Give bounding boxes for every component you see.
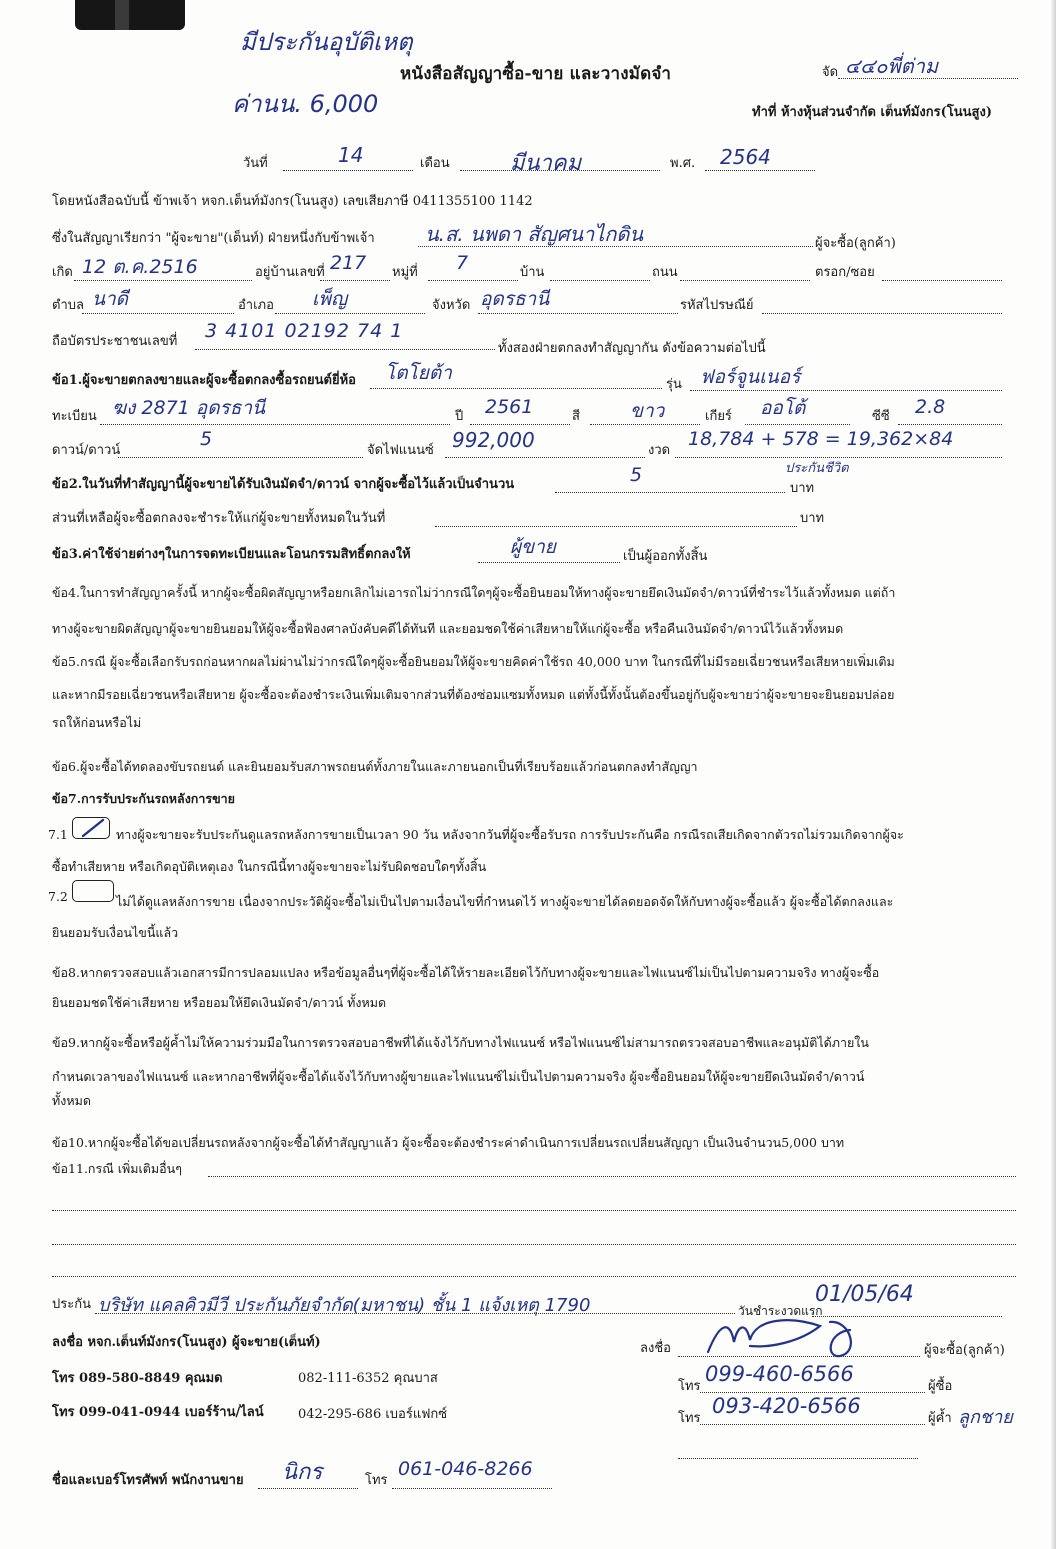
made-at: ทำที่ ห้างหุ้นส่วนจำกัด เต็นท์มังกร(โนนสูง)	[752, 105, 992, 120]
district-value: เพ็ญ	[312, 288, 348, 310]
id-suffix: ทั้งสองฝ่ายตกลงทำสัญญากัน ดังข้อความต่อไปนี้	[498, 341, 766, 356]
car-year-value: 2561	[485, 396, 534, 418]
handwritten-note-accident-insurance: มีประกันอุบัติเหตุ	[240, 28, 413, 56]
buyer-tel-suffix: ผู้ซื้อ	[928, 1379, 953, 1394]
buyer-name: น.ส. นพดา สัญศนาไกดิน	[425, 222, 644, 246]
due-value: 01/05/64	[815, 1282, 914, 1307]
party-label: ซึ่งในสัญญาเรียกว่า "ผู้จะขาย"(เต็นท์) ฝ่ายหนึ่งกับข้าพเจ้า	[52, 231, 375, 246]
id-value: 3 4101 02192 74 1	[205, 320, 404, 342]
id-line	[195, 349, 495, 350]
color-value: ขาว	[630, 400, 665, 422]
remaining-label: ส่วนที่เหลือผู้จะซื้อตกลงจะชำระให้แก่ผู้จะขายทั้งหมดในวันที่	[52, 511, 386, 526]
clause71-line2: ซื้อทำเสียหาย หรือเกิดอุบัติเหตุเอง ในกรณีนี้ทางผู้จะขายจะไม่รับผิดชอบใดๆทั้งสิ้น	[52, 859, 487, 874]
road-label: ถนน	[652, 265, 678, 280]
soi-label: ตรอก/ซอย	[815, 265, 875, 280]
house-label: อยู่บ้านเลขที่	[255, 265, 325, 280]
clause9-line3: ทั้งหมด	[52, 1093, 91, 1108]
insurer-label: ประกัน	[52, 1297, 91, 1312]
installment-value: 18,784 + 578 = 19,362×84	[688, 428, 954, 450]
province-line	[478, 313, 678, 314]
house-value: 217	[330, 252, 367, 274]
due-label: วันชำระงวดแรก	[738, 1304, 823, 1318]
clause8-line1: ข้อ8.หากตรวจสอบแล้วเอกสารมีการปลอมแปลง หรือข้อมูลอื่นๆที่ผู้จะซื้อได้ให้รายละเอียดไว้กับทางผู้จะขายและไฟแนนซ์ไม่เป็นไปตามความจริง ทางผู้จะซื้อ	[52, 965, 880, 980]
plate-label: ทะเบียน	[52, 409, 97, 424]
clause6: ข้อ6.ผู้จะซื้อได้ทดลองขับรถยนต์ และยินยอมรับสภาพรถยนต์ทั้งภายในและภายนอกเป็นที่เรียบร้อยแล้วก่อนตกลงทำสัญญา	[52, 759, 698, 774]
year-value: 2564	[720, 145, 771, 169]
clause11-line2	[52, 1210, 1016, 1211]
clause11-label: ข้อ11.กรณี เพิ่มเติมอื่นๆ	[52, 1161, 182, 1176]
cc-value: 2.8	[915, 396, 946, 418]
buyer-sign-suffix: ผู้จะซื้อ(ลูกค้า)	[924, 1343, 1005, 1358]
district-label: อำเภอ	[238, 298, 274, 313]
moo-label: หมู่ที่	[392, 265, 418, 280]
clause71-line1: ทางผู้จะขายจะรับประกันดูแลรถหลังการขายเป็นเวลา 90 วัน หลังจากวันที่ผู้จะซื้อรับรถ การรับประกันคือ กรณีรถเสียเกิดจากตัวรถไม่รวมเกิดจากผู้จะ	[116, 827, 904, 842]
finance-line	[445, 457, 645, 458]
car-year-line	[470, 424, 570, 425]
checkmark-icon	[73, 818, 109, 838]
gear-label: เกียร์	[705, 409, 732, 424]
id-label: ถือบัตรประชาชนเลขที่	[52, 334, 178, 349]
down-label: ดาวน์/ดาวน์	[52, 443, 121, 458]
car-year-label: ปี	[455, 409, 464, 424]
place-line	[838, 78, 1018, 79]
clause72-number: 7.2	[48, 889, 68, 904]
clause7-heading: ข้อ7.การรับประกันรถหลังการขาย	[52, 791, 236, 806]
clause71-checkbox[interactable]	[72, 817, 110, 839]
clause3-line	[478, 562, 620, 563]
province-value: อุดรธานี	[480, 288, 550, 310]
installment-label: งวด	[648, 443, 671, 458]
clause5-line1: ข้อ5.กรณี ผู้จะซื้อเลือกรับรถก่อนหากผลไม่ผ่านไม่ว่ากรณีใดๆผู้จะซื้อยินยอมให้ผู้จะขายคิดค่าใช้รถ 40,000 บาท ในกรณีที่ไม่มีรอยเฉี่ยวชนหรือเสียหายเพิ่มเติม	[52, 654, 895, 669]
born-label: เกิด	[52, 265, 73, 280]
model-value: ฟอร์จูนเนอร์	[700, 366, 801, 388]
tel-1: โทร 089-580-8849 คุณมด	[52, 1371, 223, 1386]
color-line	[590, 424, 700, 425]
insurer-line	[95, 1313, 735, 1314]
clause5-line3: รถให้ก่อนหรือไม่	[52, 715, 142, 730]
staff-name: นิกร	[282, 1460, 323, 1485]
clause71-number: 7.1	[48, 827, 68, 842]
handwritten-note-cost: ค่านน. 6,000	[232, 90, 379, 118]
staff-tel-value: 061-046-8266	[398, 1458, 533, 1480]
village-label: บ้าน	[520, 265, 545, 280]
postal-label: รหัสไปรษณีย์	[680, 298, 754, 313]
guarantor-tel-line	[700, 1424, 925, 1425]
clause4-line1: ข้อ4.ในการทำสัญญาครั้งนี้ หากผู้จะซื้อผิดสัญญาหรือยกเลิกไม่เอารถไม่ว่ากรณีใดๆผู้จะซื้อยินยอมให้ทางผู้จะขายยึดเงินมัดจำ/ดาวน์ที่ชำระไว้แล้วทั้งหมด แต่ถ้า	[52, 585, 896, 600]
buyer-tel-value: 099-460-6566	[705, 1362, 854, 1386]
moo-line	[428, 280, 518, 281]
tel-4: 042-295-686 เบอร์แฟกซ์	[298, 1407, 448, 1422]
remaining-unit: บาท	[800, 511, 825, 526]
soi-line	[882, 280, 1002, 281]
guarantor-note: ลูกชาย	[958, 1407, 1013, 1428]
insurance-note: ประกันชีวิต	[785, 461, 849, 476]
staff-label: ชื่อและเบอร์โทรศัพท์ พนักงานขาย	[52, 1473, 244, 1488]
clause3-label: ข้อ3.ค่าใช้จ่ายต่างๆในการจดทะเบียนและโอนกรรมสิทธิ์ตกลงให้	[52, 547, 411, 562]
guarantor-tel-suffix: ผู้ค้ำ	[928, 1411, 952, 1426]
year-line	[705, 170, 815, 171]
clause5-line2: และหากมีรอยเฉี่ยวชนหรือเสียหาย ผู้จะซื้อจะต้องชำระเงินเพิ่มเติมจากส่วนที่ต้องซ่อมแซมทั้งหมด แต่ทั้งนี้ทั้งนั้นต้องขึ้นอยู่กับผู้จะขายว่าผู้จะขายจะยินยอมปล่อย	[52, 687, 895, 702]
moo-value: 7	[456, 252, 469, 274]
clause2-label: ข้อ2.ในวันที่ทำสัญญานี้ผู้จะขายได้รับเงินมัดจำ/ดาวน์ จากผู้จะซื้อไว้แล้วเป็นจำนวน	[52, 477, 515, 492]
clause72-line1: ไม่ได้ดูแลหลังการขาย เนื่องจากประวัติผู้จะซื้อไม่เป็นไปตามเงื่อนไขที่กำหนดไว้ ทางผู้จะขายได้ลดยอดจัดให้กับทางผู้จะซื้อแล้ว ผู้จะซื้อได้ตกลงและ	[116, 894, 894, 909]
page-edge-shadow	[1050, 0, 1056, 1549]
buyer-sign-label: ลงชื่อ	[640, 1341, 671, 1356]
year-label: พ.ศ.	[670, 156, 696, 171]
buyer-signature-scribble	[700, 1312, 870, 1362]
color-label: สี	[572, 409, 580, 424]
tel-2: 082-111-6352 คุณบาส	[298, 1371, 438, 1386]
clause8-line2: ยินยอมชดใช้ค่าเสียหาย หรือยอมให้ยึดเงินมัดจำ/ดาวน์ ทั้งหมด	[52, 995, 387, 1010]
clause10: ข้อ10.หากผู้จะซื้อได้ขอเปลี่ยนรถหลังจากผู้จะซื้อได้ทำสัญญาแล้ว ผู้จะซื้อจะต้องชำระค่าดำเนินการเปลี่ยนรถเปลี่ยนสัญญา เป็นเงินจำนวน5,000 บาท	[52, 1135, 845, 1150]
remaining-line	[435, 526, 797, 527]
insurer-value: บริษัท แคลคิวมีวี ประกันภัยจำกัด(มหาชน) ชั้น 1 แจ้งเหตุ 1790	[98, 1295, 591, 1316]
province-label: จังหวัด	[432, 298, 471, 313]
cc-label: ซีซี	[872, 409, 890, 424]
clause72-checkbox[interactable]	[72, 880, 114, 902]
clause3-suffix: เป็นผู้ออกทั้งสิ้น	[623, 549, 708, 564]
staff-tel-line	[392, 1488, 552, 1489]
clause2-value: 5	[630, 464, 643, 486]
buyer-tel-label: โทร	[678, 1379, 701, 1394]
district-line	[275, 313, 425, 314]
model-line	[690, 390, 1002, 391]
clause11-line1	[208, 1176, 1016, 1177]
place-value: ๔๔๐พี่ต่าม	[845, 54, 939, 78]
subdistrict-line	[82, 313, 234, 314]
clause3-value: ผู้ขาย	[510, 536, 556, 558]
day-label: วันที่	[243, 156, 268, 171]
clause2-unit: บาท	[790, 481, 815, 496]
clause11-line4	[52, 1276, 1016, 1277]
village-line	[550, 280, 650, 281]
gear-line	[745, 424, 850, 425]
month-label: เดือน	[420, 156, 450, 171]
subdistrict-label: ตำบล	[52, 298, 84, 313]
clause9-line1: ข้อ9.หากผู้จะซื้อหรือผู้ค้ำไม่ให้ความร่วมมือในการตรวจสอบอาชีพที่ได้แจ้งไว้กับทางไฟแนนซ์ หรือไฟแนนซ์ไม่สามารถตรวจสอบอาชีพและอนุมัติได้ภายใน	[52, 1035, 869, 1050]
document-title: หนังสือสัญญาซื้อ-ขาย และวางมัดจำ	[400, 64, 672, 84]
buyer-suffix: ผู้จะซื้อ(ลูกค้า)	[815, 236, 896, 251]
clause9-line2: กำหนดเวลาของไฟแนนซ์ และหากอาชีพที่ผู้จะซื้อได้แจ้งไว้กับทางผู้ขายและไฟแนนซ์ไม่เป็นไปตามความจริง ผู้จะซื้อยินยอมให้ผู้จะขายยึดเงินมัดจำ/ดาวน์	[52, 1069, 865, 1084]
clause4-line2: ทางผู้จะขายผิดสัญญาผู้จะขายยินยอมให้ผู้จะซื้อฟ้องศาลบังคับคดีได้ทันที และยอมชดใช้ค่าเสียหายให้แก่ผู้จะซื้อ หรือคืนเงินมัดจำ/ดาวน์ไว้แล้วทั้งหมด	[52, 621, 844, 636]
guarantor-tel-value: 093-420-6566	[712, 1394, 861, 1418]
clause72-line2: ยินยอมรับเงื่อนไขนี้แล้ว	[52, 925, 179, 940]
cc-line	[898, 424, 1002, 425]
month-line	[460, 170, 660, 171]
down-line	[118, 457, 363, 458]
buyer-tel-line	[700, 1392, 925, 1393]
house-line	[320, 280, 390, 281]
postal-line	[762, 313, 1002, 314]
gear-value: ออโต้	[760, 397, 806, 419]
tel-3: โทร 099-041-0944 เบอร์ร้าน/ไลน์	[52, 1405, 264, 1420]
brand-line	[370, 388, 662, 389]
born-line	[74, 280, 252, 281]
day-line	[283, 170, 413, 171]
plate-value: ฆง 2871 อุดรธานี	[112, 397, 266, 419]
clause1-label: ข้อ1.ผู้จะขายตกลงขายและผู้จะซื้อตกลงซื้อรถยนต์ยี่ห้อ	[52, 373, 356, 388]
staff-name-line	[258, 1488, 358, 1489]
finance-value: 992,000	[452, 428, 535, 452]
clause2-line	[555, 492, 785, 493]
extra-line	[678, 1458, 918, 1459]
plate-line	[100, 424, 450, 425]
staff-tel-label: โทร	[365, 1473, 388, 1488]
binder-clip	[75, 0, 185, 30]
road-line	[680, 280, 810, 281]
month-value: มีนาคม	[510, 151, 582, 176]
model-label: รุ่น	[666, 377, 682, 392]
born-value: 12 ต.ค.2516	[82, 256, 198, 278]
place-label: จัด	[822, 65, 839, 80]
day-value: 14	[338, 143, 364, 167]
intro-line: โดยหนังสือฉบับนี้ ข้าพเจ้า หจก.เต็นท์มังกร(โนนสูง) เลขเสียภาษี 0411355100 1142	[52, 194, 533, 209]
guarantor-tel-label: โทร	[678, 1411, 701, 1426]
brand-value: โตโยต้า	[385, 362, 452, 384]
buyer-name-line	[418, 246, 813, 247]
clause11-line3	[52, 1244, 1016, 1245]
seller-signature: ลงชื่อ หจก.เต็นท์มังกร(โนนสูง) ผู้จะขาย(เต็นท์)	[52, 1335, 321, 1350]
subdistrict-value: นาดี	[92, 288, 128, 310]
down-value: 5	[200, 428, 213, 450]
finance-label: จัดไฟแนนซ์	[367, 443, 434, 458]
